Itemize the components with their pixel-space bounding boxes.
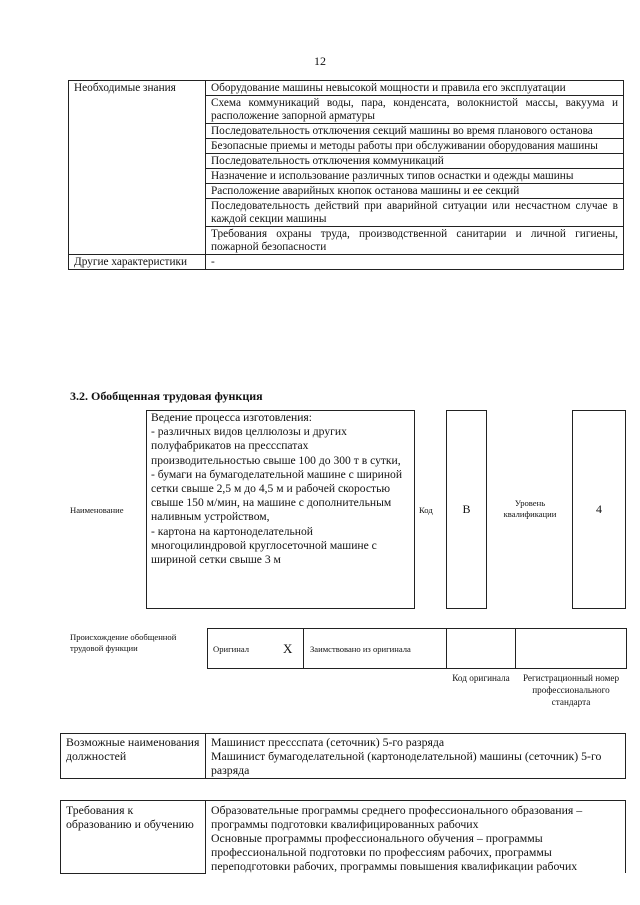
origin-box bbox=[207, 628, 627, 669]
borrowed-label: Заимствовано из оригинала bbox=[310, 644, 411, 654]
level-box bbox=[572, 410, 626, 609]
origin-label: Происхождение обобщенной трудовой функции bbox=[70, 632, 177, 653]
knowledge-item: Последовательность отключения секций машины во время планового останова bbox=[206, 124, 624, 139]
code-value: B bbox=[462, 502, 471, 516]
position-item: Машинист прессспата (сеточник) 5-го разряда bbox=[211, 735, 445, 749]
knowledge-item: Последовательность действий при аварийной ситуации или несчастном случае в каждой секции машины bbox=[206, 199, 624, 227]
original-mark: X bbox=[283, 641, 293, 656]
table-row bbox=[69, 255, 624, 270]
positions-table bbox=[60, 733, 626, 779]
knowledge-item: Расположение аварийных кнопок останова машины и ее секций bbox=[206, 184, 624, 199]
table-row bbox=[61, 734, 626, 779]
name-line: - картона на картоноделательной многоцилиндровой круглосеточной машине с шириной сетки свыше 3 м bbox=[151, 524, 377, 567]
section-title: 3.2. Обобщенная трудовая функция bbox=[70, 389, 263, 403]
education-label: Требования к образованию и обучению bbox=[61, 801, 206, 874]
knowledge-table bbox=[68, 80, 624, 270]
code-label: Код bbox=[419, 505, 433, 515]
page-number: 12 bbox=[314, 54, 326, 68]
position-item: Машинист бумагоделательной (картоноделательной) машины (сеточник) 5-го разряда bbox=[211, 749, 602, 777]
knowledge-item: Оборудование машины невысокой мощности и правила его эксплуатации bbox=[206, 81, 624, 96]
positions-values bbox=[206, 734, 626, 779]
code-original-caption: Код оригинала bbox=[452, 673, 510, 683]
registration-number-caption: Регистрационный номер профессионального стандарта bbox=[522, 673, 620, 707]
name-box bbox=[146, 410, 415, 609]
original-label: Оригинал bbox=[213, 644, 250, 654]
level-label: Уровень квалификации bbox=[503, 498, 557, 519]
knowledge-item: Назначение и использование различных типов оснастки и одежды машины bbox=[206, 169, 624, 184]
name-label: Наименование bbox=[70, 505, 124, 515]
table-row bbox=[61, 801, 626, 874]
knowledge-label: Необходимые знания bbox=[69, 81, 206, 255]
name-line: Ведение процесса изготовления: bbox=[151, 411, 312, 424]
knowledge-item: Требования охраны труда, производственной санитарии и личной гигиены, пожарной безопасности bbox=[206, 227, 624, 255]
knowledge-item: Последовательность отключения коммуникаций bbox=[206, 154, 624, 169]
education-values bbox=[206, 801, 626, 874]
table-row bbox=[69, 81, 624, 96]
cell-divider bbox=[446, 629, 447, 668]
other-characteristics-value: - bbox=[206, 255, 624, 270]
positions-label: Возможные наименования должностей bbox=[61, 734, 206, 779]
education-item: Образовательные программы среднего профессионального образования – программы подготовки квалифицированных рабочих bbox=[211, 803, 583, 831]
knowledge-item: Безопасные приемы и методы работы при обслуживании оборудования машины bbox=[206, 139, 624, 154]
name-line: - бумаги на бумагоделательной машине с шириной сетки свыше 2,5 м до 4,5 м и рабочей скоростью свыше 150 м/мин, на машине с дополнительным наливным устройством, bbox=[151, 467, 403, 524]
cell-divider bbox=[515, 629, 516, 668]
education-item: Основные программы профессионального обучения – программы профессиональной подготовки по профессиям рабочих, программы переподготовки рабочих, программы повышения квалификации рабочих bbox=[211, 831, 578, 873]
education-table bbox=[60, 800, 626, 874]
level-value: 4 bbox=[596, 502, 602, 516]
other-characteristics-label: Другие характеристики bbox=[69, 255, 206, 270]
code-box bbox=[446, 410, 487, 609]
cell-divider bbox=[303, 629, 304, 668]
name-line: - различных видов целлюлозы и других полуфабрикатов на прессспатах производительностью свыше 100 до 300 т в сутки, bbox=[151, 425, 401, 467]
knowledge-item: Схема коммуникаций воды, пара, конденсата, волокнистой массы, вакуума и расположение запорной арматуры bbox=[206, 96, 624, 124]
